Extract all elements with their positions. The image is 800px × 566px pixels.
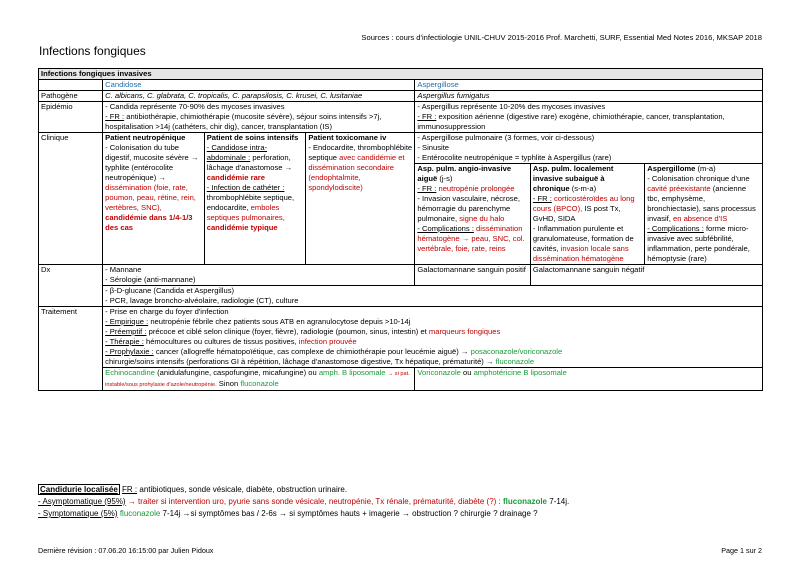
- ang-halo: signe du halo: [459, 214, 505, 223]
- fr-label: - FR :: [105, 112, 125, 121]
- loc-duration: (s-m-a): [571, 184, 597, 193]
- loc-fr-label: - FR :: [532, 194, 552, 203]
- ang-line2: [417, 194, 527, 224]
- tox-line: [308, 143, 412, 193]
- trt-line2: [105, 317, 760, 327]
- trt-ou: ou: [462, 368, 472, 377]
- row-label-epidemio: Epidémio: [39, 102, 103, 133]
- clinique-localement-invasive: [530, 164, 644, 265]
- dx-cand-line2: - Sérologie (anti-mannane): [105, 275, 196, 284]
- empty-corner: [39, 80, 103, 91]
- loc-fr-text2: IS post Tx, GvHD, SIDA: [532, 204, 621, 223]
- traitement-general: [103, 307, 763, 368]
- fungal-infections-table: [38, 68, 763, 391]
- clinique-soins-intensifs: [204, 133, 306, 265]
- sym-text: 7-14j →si symptômes bas / 2-6s → si symptômes hauts + imagerie → obstruction ? chirurgie ? drainage ?: [160, 509, 538, 518]
- trt-therapie-label: - Thérapie :: [105, 337, 144, 346]
- epidemio-cand-line1: - Candida représente 70-90% des mycoses invasives: [105, 102, 285, 111]
- epidemio-aspergillose: [415, 102, 763, 133]
- clinique-aspergillome: [645, 164, 763, 265]
- page-number: Page 1 sur 2: [721, 546, 762, 555]
- trt-preemptif-label: - Préemptif :: [105, 327, 147, 336]
- asym-label: - Asymptomatique (95%): [38, 497, 126, 506]
- dx-candidose: [103, 265, 415, 286]
- trt-line4: [105, 337, 760, 347]
- neutro-heading: Patient neutropénique: [105, 133, 186, 142]
- fr-label: - FR :: [417, 112, 437, 121]
- ome-heading: Aspergillome: [647, 164, 696, 173]
- epidemio-candidose: [103, 102, 415, 133]
- trt-line6: [105, 357, 760, 367]
- si-candidemie-typique: candidémie typique: [206, 223, 278, 232]
- trt-fluconazole-cand: fluconazole: [240, 379, 279, 388]
- pathogene-aspergillose: Aspergillus fumigatus: [415, 91, 763, 102]
- ang-invasion: - Invasion vasculaire, nécrose, hémorragie du parenchyme pulmonaire,: [417, 194, 520, 223]
- traitement-aspergillose: [415, 368, 763, 391]
- sym-fluconazole: fluconazole: [119, 509, 161, 518]
- tox-text: - Endocardite, thrombophlébite septique: [308, 143, 413, 162]
- dx-cand-line1: - Mannane: [105, 265, 142, 274]
- candidurie-fr-text: antibiotiques, sonde vésicale, diabète, obstruction urinaire.: [137, 485, 348, 494]
- fr-text: exposition aérienne (digestive rare) exogène, chimiothérapie, cancer, transplantation, immunosuppression: [417, 112, 725, 131]
- asymptomatique-line: [38, 496, 569, 507]
- ome-duration: (m-a): [697, 164, 716, 173]
- dx-asp-negative: Galactomannane sanguin négatif: [530, 265, 762, 286]
- page-title: Infections fongiques: [39, 44, 146, 58]
- row-label-traitement: Traitement: [39, 307, 103, 391]
- clinique-angio-invasive: [415, 164, 530, 265]
- loc-invasion-locale: invasion locale sans dissémination hématogène: [532, 244, 629, 263]
- si-line2: [207, 183, 304, 233]
- trt-chirurgie-text: chirurgie/soins intensifs (perforations GI à répétition, lâchage d'anastomose digestive, Tx hépatique, prématurité) →: [105, 357, 494, 366]
- trt-voriconazole: Voriconazole: [417, 368, 461, 377]
- fr-text: antibiothérapie, chimiothérapie (mucosite sévère), séjour soins intensifs >7j, hospitalisation >14j (cathéters, chir dig), cancer, transplantation (IS): [105, 112, 382, 131]
- dx-common-line1: - β-D-glucane (Candida et Aspergillus): [105, 286, 235, 295]
- loc-inflammation: - Inflammation purulente et granulomateuse, formation de cavités,: [532, 224, 634, 253]
- ome-colonisation: - Colonisation chronique d'une: [647, 174, 750, 183]
- trt-posaconazole: posaconazole/voriconazole: [470, 347, 563, 356]
- trt-preemptif-text: précoce et ciblé selon clinique (foyer, fièvre), radiologie (poumon, sinus, intestin) et: [146, 327, 427, 336]
- si-emboles: emboles septiques pulmonaires,: [206, 203, 285, 222]
- ang-fr-label: - FR :: [417, 184, 437, 193]
- ang-line1: [417, 184, 527, 194]
- ome-absence-is: en absence d'IS: [673, 214, 728, 223]
- col-header-aspergillose: Aspergillose: [415, 80, 763, 91]
- trt-prophylaxie-text: cancer (allogreffe hématopoïétique, cas complexe de chimiothérapie pour leucémie aiguë) →: [153, 347, 469, 356]
- candidurie-line: [38, 484, 347, 495]
- trt-echinocandine: Echinocandine: [105, 368, 155, 377]
- ome-heading-line: [647, 164, 760, 174]
- row-label-dx: Dx: [39, 265, 103, 307]
- ome-examples: (ancienne tbc, emphysème, bronchiectasie), sans processus invasif,: [647, 184, 756, 223]
- trt-therapie-text: hémocultures ou cultures de tissus positives,: [143, 337, 297, 346]
- tox-heading: Patient toxicomane iv: [308, 133, 387, 142]
- dx-common: [103, 286, 763, 307]
- ome-cavite: cavité préexistante: [647, 184, 711, 193]
- trt-empirique-text: neutropénie fébrile chez patients sous ATB en agranulocytose depuis >10-14j: [148, 317, 411, 326]
- clinique-toxicomane: [306, 133, 415, 265]
- trt-fluconazole: fluconazole: [495, 357, 535, 366]
- neutro-candidemie: candidémie dans 1/4-1/3 des cas: [105, 213, 193, 232]
- epidemio-cand-line2: [105, 112, 412, 132]
- si-heading: Patient de soins intensifs: [206, 133, 299, 142]
- loc-line1: [533, 194, 642, 224]
- col-header-candidose: Candidose: [103, 80, 415, 91]
- asym-fluconazole: fluconazole: [503, 497, 548, 506]
- trt-line3: [105, 327, 760, 337]
- dx-common-line2: - PCR, lavage broncho-alvéolaire, radiologie (CT), culture: [105, 296, 299, 305]
- loc-fr-text: corticostéroïdes au long cours (BPCO),: [532, 194, 635, 213]
- asym-criteria: → traiter si intervention uro, pyurie sans sonde vésicale, neutropénie, Tx rénale, prématurité, diabète (?) :: [127, 497, 501, 506]
- candidurie-label: Candidurie localisée: [40, 485, 118, 494]
- si-text-catheter: thrombophlébite septique, endocardite,: [206, 193, 295, 212]
- trt-infection-prouvee: infection prouvée: [298, 337, 357, 346]
- candidurie-fr-label: FR :: [122, 485, 138, 494]
- ang-complications-text: dissémination hématogène → peau, SNC, col. vertébrale, foie, rate, reins: [417, 224, 525, 253]
- epidemio-asp-line2: [417, 112, 760, 132]
- ang-heading-line: [417, 164, 527, 184]
- neutro-text: - Colonisation du tube digestif, mucosite sévère → typhlite (entérocolite neutropénique) →: [105, 143, 199, 182]
- clinique-neutropenique: [103, 133, 205, 265]
- trt-echino-list: (anidulafungine, caspofungine, micafungine) ou: [157, 368, 317, 377]
- si-candidemie-rare: candidémie rare: [206, 173, 265, 182]
- ome-line1: [647, 174, 760, 224]
- asym-duration: 7-14j.: [547, 497, 570, 506]
- si-label-catheter: - Infection de cathéter :: [206, 183, 285, 192]
- si-label-abdominale: - Candidose intra-abdominale :: [206, 143, 268, 162]
- sym-label: - Symptomatique (5%): [38, 509, 118, 518]
- clinique-aspergillose-general: [415, 133, 763, 164]
- loc-heading-line: [533, 164, 642, 194]
- ang-fr-text: neutropénie prolongée: [436, 184, 515, 193]
- loc-heading: Asp. pulm. localement invasive subaiguë à chronique: [532, 164, 614, 193]
- pathogene-candidose: C. albicans, C. glabrata, C. tropicalis, C. parapsilosis, C. krusei, C. lusitaniae: [103, 91, 415, 102]
- trt-instable-note: → si pat. instable/sous prohylaxie d'azole/neutropénie.: [105, 371, 410, 388]
- trt-line5: [105, 347, 760, 357]
- trt-line1: - Prise en charge du foyer d'infection: [105, 307, 229, 316]
- ang-heading: Asp. pulm. angio-invasive aiguë: [417, 164, 512, 183]
- asp-clin-line3: - Entérocolite neutropénique = typhlite à Aspergillus (rare): [417, 153, 612, 162]
- trt-amph-b: amph. B liposomale: [318, 368, 386, 377]
- trt-empirique-label: - Empirique :: [105, 317, 149, 326]
- dx-asp-positive: Galactomannane sanguin positif: [415, 265, 530, 286]
- si-line1: [207, 143, 304, 183]
- section-header: Infections fongiques invasives: [39, 69, 763, 80]
- ome-line2: [647, 224, 760, 264]
- loc-line2: [533, 224, 642, 264]
- trt-amphotericine: amphotéricine B liposomale: [473, 368, 567, 377]
- trt-prophylaxie-label: - Prophylaxie :: [105, 347, 154, 356]
- sources-line: Sources : cours d'infectiologie UNIL-CHUV 2015-2016 Prof. Marchetti, SURF, Essential Med Notes 2016, MKSAP 2018: [361, 33, 762, 42]
- revision-footer: Dernière révision : 07.06.20 16:15:00 par Julien Pidoux: [38, 546, 214, 555]
- ang-duration: (j-s): [439, 174, 453, 183]
- symptomatique-line: [38, 508, 538, 519]
- ome-complications-label: - Complications :: [647, 224, 704, 233]
- ang-line3: [417, 224, 527, 254]
- ang-complications-label: - Complications :: [417, 224, 474, 233]
- tox-dissemination: avec candidémie et dissémination secondaire (endophtalmite, spondylodiscite): [308, 153, 405, 192]
- trt-marqueurs: marqueurs fongiques: [428, 327, 501, 336]
- ome-complications-text: forme micro-invasive avec subfébrilité, inflammation, perte pondérale, hémoptysie (rare): [647, 224, 750, 263]
- asp-clin-line1: - Aspergillose pulmonaire (3 formes, voir ci-dessous): [417, 133, 595, 142]
- si-text-abdominale: perforation, lâchage d'anastomose →: [206, 153, 293, 172]
- neutro-dissemination: dissémination (foie, rate, poumon, peau, rétine, rein, vertèbres, SNC),: [105, 183, 196, 212]
- epidemio-asp-line1: - Aspergillus représente 10-20% des mycoses invasives: [417, 102, 606, 111]
- asp-clin-line2: - Sinusite: [417, 143, 450, 152]
- row-label-clinique: Clinique: [39, 133, 103, 265]
- traitement-candidose: [103, 368, 415, 391]
- row-label-pathogene: Pathogène: [39, 91, 103, 102]
- trt-sinon: Sinon: [218, 379, 239, 388]
